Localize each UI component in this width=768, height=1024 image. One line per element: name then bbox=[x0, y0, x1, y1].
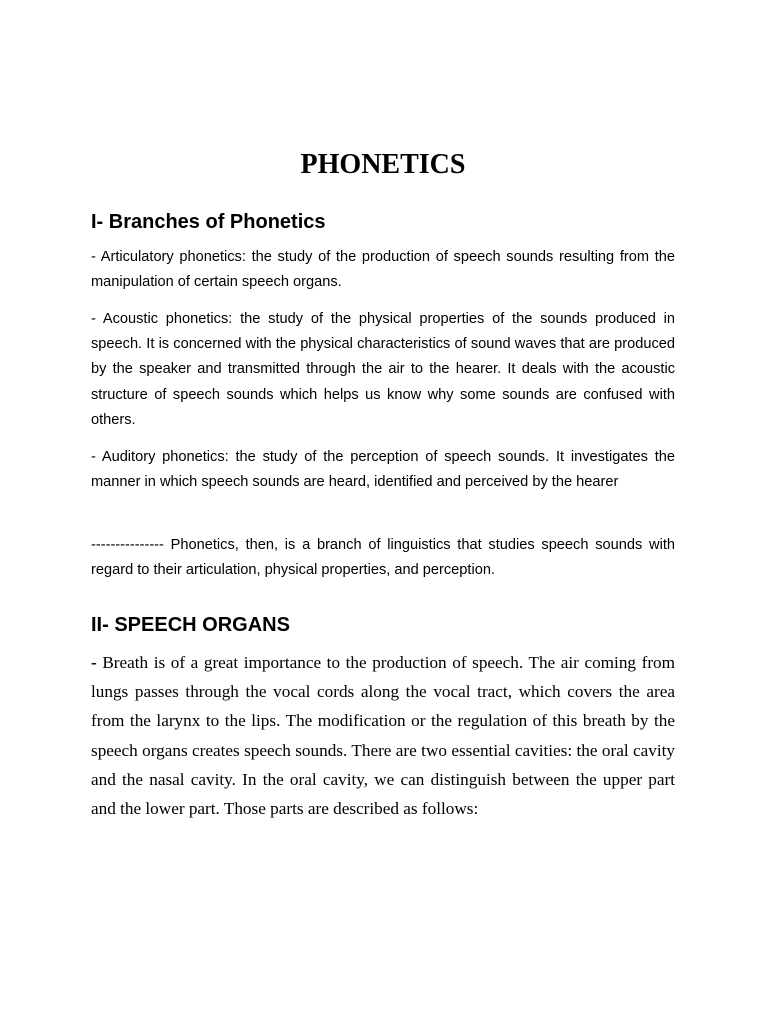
page-title: PHONETICS bbox=[300, 149, 466, 180]
paragraph-articulatory: - Articulatory phonetics: the study of the production of speech sounds resulting from the manipulation of certain speech organs. bbox=[91, 249, 675, 291]
section-heading-branches: I- Branches of Phonetics bbox=[91, 211, 326, 233]
paragraph-breath bbox=[91, 648, 675, 823]
paragraph-breath-text: Breath is of a great importance to the production of speech. The air coming from lungs passes through the vocal cords along the vocal tract, which covers the area from the larynx to the lips. The modification or the regulation of this breath by the speech organs creates speech sounds. There are two essential cavities: the oral cavity and the nasal cavity. In the oral cavity, we can distinguish between the upper part and the lower part. Those parts are described as follows: bbox=[91, 653, 675, 819]
paragraph-summary: --------------- Phonetics, then, is a branch of linguistics that studies speech sounds with regard to their articulation, physical properties, and perception. bbox=[91, 537, 675, 579]
paragraph-auditory: - Auditory phonetics: the study of the perception of speech sounds. It investigates the manner in which speech sounds are heard, identified and perceived by the hearer bbox=[91, 449, 675, 491]
section-heading-speech-organs: II- SPEECH ORGANS bbox=[91, 614, 290, 636]
paragraph-lead-dash: - bbox=[91, 653, 97, 672]
paragraph-acoustic: - Acoustic phonetics: the study of the physical properties of the sounds produced in speech. It is concerned with the physical characteristics of sound waves that are produced by the speaker and transmitted through the air to the hearer. It deals with the acoustic structure of speech sounds which helps us know why some sounds are confused with others. bbox=[91, 311, 675, 428]
